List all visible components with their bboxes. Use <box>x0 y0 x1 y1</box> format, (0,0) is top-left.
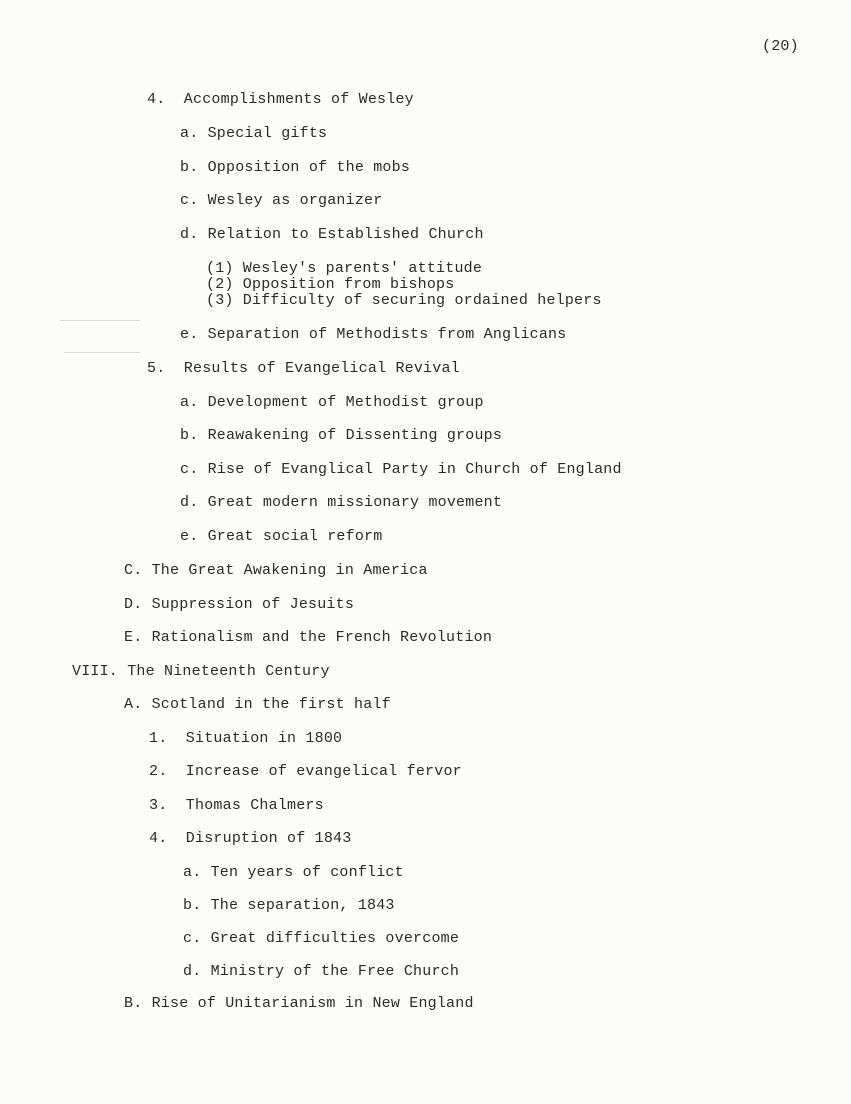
outline-item: E. Rationalism and the French Revolution <box>124 629 493 646</box>
outline-item: d. Relation to Established Church <box>180 226 484 243</box>
outline-item: 4. Accomplishments of Wesley <box>147 91 414 108</box>
outline-item: a. Development of Methodist group <box>180 394 484 411</box>
outline-item: b. Opposition of the mobs <box>180 159 411 176</box>
outline-item: c. Rise of Evanglical Party in Church of England <box>180 461 622 478</box>
outline-item: c. Great difficulties overcome <box>183 930 460 947</box>
page-number: (20) <box>762 38 799 55</box>
outline-item: 5. Results of Evangelical Revival <box>147 360 460 377</box>
outline-item: b. Reawakening of Dissenting groups <box>180 427 503 444</box>
outline-item: a. Ten years of conflict <box>183 864 404 881</box>
outline-item: e. Separation of Methodists from Anglicans <box>180 326 567 343</box>
outline-item: VIII. The Nineteenth Century <box>72 663 330 680</box>
outline-item: 3. Thomas Chalmers <box>149 797 324 814</box>
outline-item: (1) Wesley's parents' attitude <box>206 260 483 277</box>
scan-artifact <box>64 352 140 353</box>
outline-item: b. The separation, 1843 <box>183 897 395 914</box>
outline-item: A. Scotland in the first half <box>124 696 391 713</box>
outline-item: e. Great social reform <box>180 528 383 545</box>
outline-item: D. Suppression of Jesuits <box>124 596 355 613</box>
outline-item: (3) Difficulty of securing ordained helpers <box>206 292 602 309</box>
outline-item: 4. Disruption of 1843 <box>149 830 352 847</box>
outline-item: C. The Great Awakening in America <box>124 562 428 579</box>
outline-item: d. Ministry of the Free Church <box>183 963 460 980</box>
outline-item: 1. Situation in 1800 <box>149 730 343 747</box>
scan-artifact <box>60 320 140 321</box>
outline-item: a. Special gifts <box>180 125 328 142</box>
outline-item: c. Wesley as organizer <box>180 192 383 209</box>
outline-item: B. Rise of Unitarianism in New England <box>124 995 474 1012</box>
outline-item: d. Great modern missionary movement <box>180 494 503 511</box>
outline-item: (2) Opposition from bishops <box>206 276 455 293</box>
outline-item: 2. Increase of evangelical fervor <box>149 763 462 780</box>
